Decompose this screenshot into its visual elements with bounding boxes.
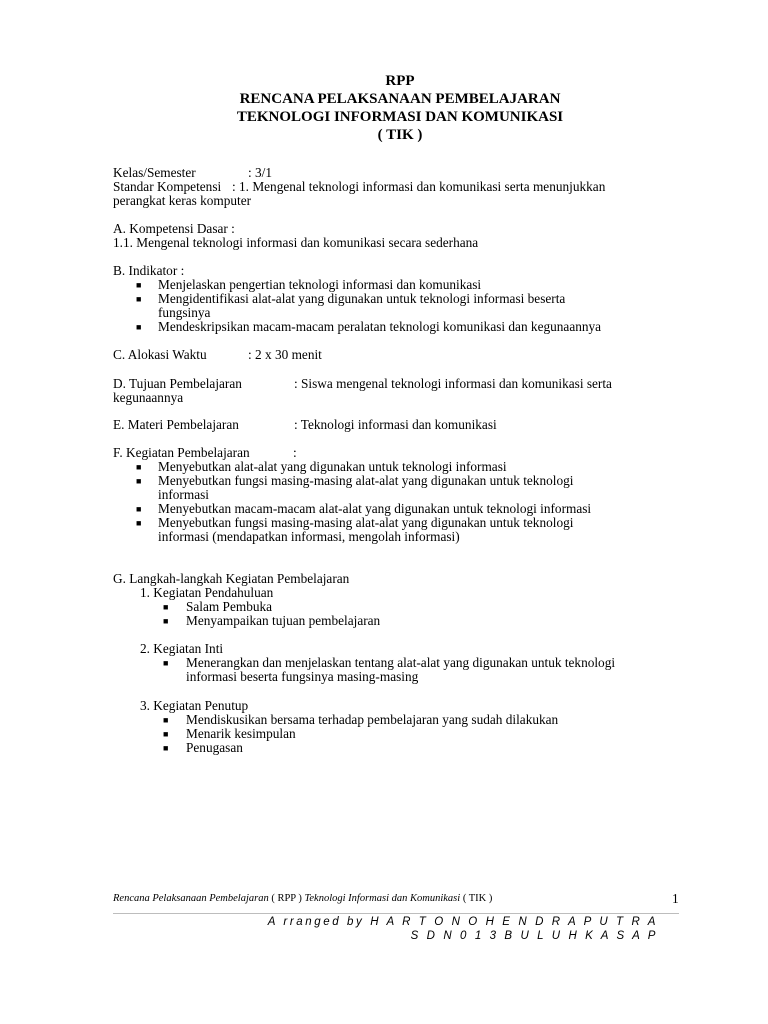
kelas-value: : 3/1 — [248, 165, 273, 180]
bullet-icon: ■ — [136, 280, 142, 290]
list-item: Penugasan — [186, 740, 243, 755]
section-a-heading: A. Kompetensi Dasar : — [113, 221, 235, 236]
list-item: Menarik kesimpulan — [186, 726, 296, 741]
bullet-icon: ■ — [136, 504, 142, 514]
footer-part-2: ( RPP ) — [271, 893, 302, 904]
bullet-icon: ■ — [136, 322, 142, 332]
doc-title-line3: TEKNOLOGI INFORMASI DAN KOMUNIKASI — [236, 109, 564, 125]
list-item: Mendeskripsikan macam-macam peralatan teknologi komunikasi dan kegunaannya — [158, 319, 602, 334]
list-item-cont: fungsinya — [158, 305, 211, 320]
footer-part-1: Rencana Pelaksanaan Pembelajaran — [113, 893, 269, 904]
sk-label: Standar Kompetensi — [113, 179, 222, 194]
list-item: Menerangkan dan menjelaskan tentang alat-alat yang digunakan untuk teknologi — [186, 655, 616, 670]
kelas-label: Kelas/Semester — [113, 165, 196, 180]
section-b-heading: B. Indikator : — [113, 263, 185, 278]
bullet-icon: ■ — [136, 462, 142, 472]
list-item: Menyebutkan macam-macam alat-alat yang digunakan untuk teknologi informasi — [158, 501, 592, 516]
section-e-value: : Teknologi informasi dan komunikasi — [294, 417, 497, 432]
footer-part-4: ( TIK ) — [462, 893, 493, 904]
doc-title-line4: ( TIK ) — [377, 127, 423, 143]
bullet-icon: ■ — [136, 294, 142, 304]
bullet-icon: ■ — [163, 658, 169, 668]
section-d-value: : Siswa mengenal teknologi informasi dan komunikasi serta — [294, 376, 612, 391]
list-item: Menyampaikan tujuan pembelajaran — [186, 613, 381, 628]
section-c-value: : 2 x 30 menit — [248, 347, 322, 362]
credit-line-2: S D N 0 1 3 B U L U H K A S A P — [410, 930, 658, 942]
list-item-cont: informasi beserta fungsinya masing-masing — [186, 669, 419, 684]
credit-line-1: A rranged by H A R T O N O H E N D R A P U T R A — [267, 916, 658, 928]
list-item: Salam Pembuka — [186, 599, 273, 614]
bullet-icon: ■ — [163, 715, 169, 725]
section-c-label: C. Alokasi Waktu — [113, 347, 207, 362]
step-2-title: 2. Kegiatan Inti — [140, 641, 224, 656]
list-item: Mengidentifikasi alat-alat yang digunakan untuk teknologi informasi beserta — [158, 291, 566, 306]
bullet-icon: ■ — [163, 616, 169, 626]
footer-divider — [113, 913, 679, 914]
footer-text — [113, 893, 492, 905]
list-item-cont: informasi — [158, 487, 209, 502]
list-item: Menyebutkan fungsi masing-masing alat-alat yang digunakan untuk teknologi — [158, 473, 574, 488]
section-f-colon: : — [293, 445, 297, 460]
section-f-heading: F. Kegiatan Pembelajaran — [113, 445, 250, 460]
bullet-icon: ■ — [163, 743, 169, 753]
bullet-icon: ■ — [163, 729, 169, 739]
section-d-cont: kegunaannya — [113, 390, 184, 405]
section-e-label: E. Materi Pembelajaran — [113, 417, 239, 432]
sk-value: : 1. Mengenal teknologi informasi dan komunikasi serta menunjukkan — [232, 179, 606, 194]
footer-part-3: Teknologi Informasi dan Komunikasi — [304, 893, 461, 904]
bullet-icon: ■ — [163, 602, 169, 612]
bullet-icon: ■ — [136, 518, 142, 528]
doc-title-rpp: RPP — [385, 73, 415, 89]
list-item: Menjelaskan pengertian teknologi informasi dan komunikasi — [158, 277, 482, 292]
section-g-heading: G. Langkah-langkah Kegiatan Pembelajaran — [113, 571, 350, 586]
step-3-title: 3. Kegiatan Penutup — [140, 698, 249, 713]
doc-title-line2: RENCANA PELAKSANAAN PEMBELAJARAN — [239, 91, 561, 107]
list-item: Mendiskusikan bersama terhadap pembelajaran yang sudah dilakukan — [186, 712, 559, 727]
step-1-title: 1. Kegiatan Pendahuluan — [140, 585, 274, 600]
list-item-cont: informasi (mendapatkan informasi, mengolah informasi) — [158, 529, 460, 544]
bullet-icon: ■ — [136, 476, 142, 486]
section-d-label: D. Tujuan Pembelajaran — [113, 376, 242, 391]
sk-value-cont: perangkat keras komputer — [113, 193, 252, 208]
list-item: Menyebutkan fungsi masing-masing alat-alat yang digunakan untuk teknologi — [158, 515, 574, 530]
list-item: Menyebutkan alat-alat yang digunakan untuk teknologi informasi — [158, 459, 507, 474]
section-a-line: 1.1. Mengenal teknologi informasi dan komunikasi secara sederhana — [113, 235, 479, 250]
page-number: 1 — [672, 891, 679, 906]
